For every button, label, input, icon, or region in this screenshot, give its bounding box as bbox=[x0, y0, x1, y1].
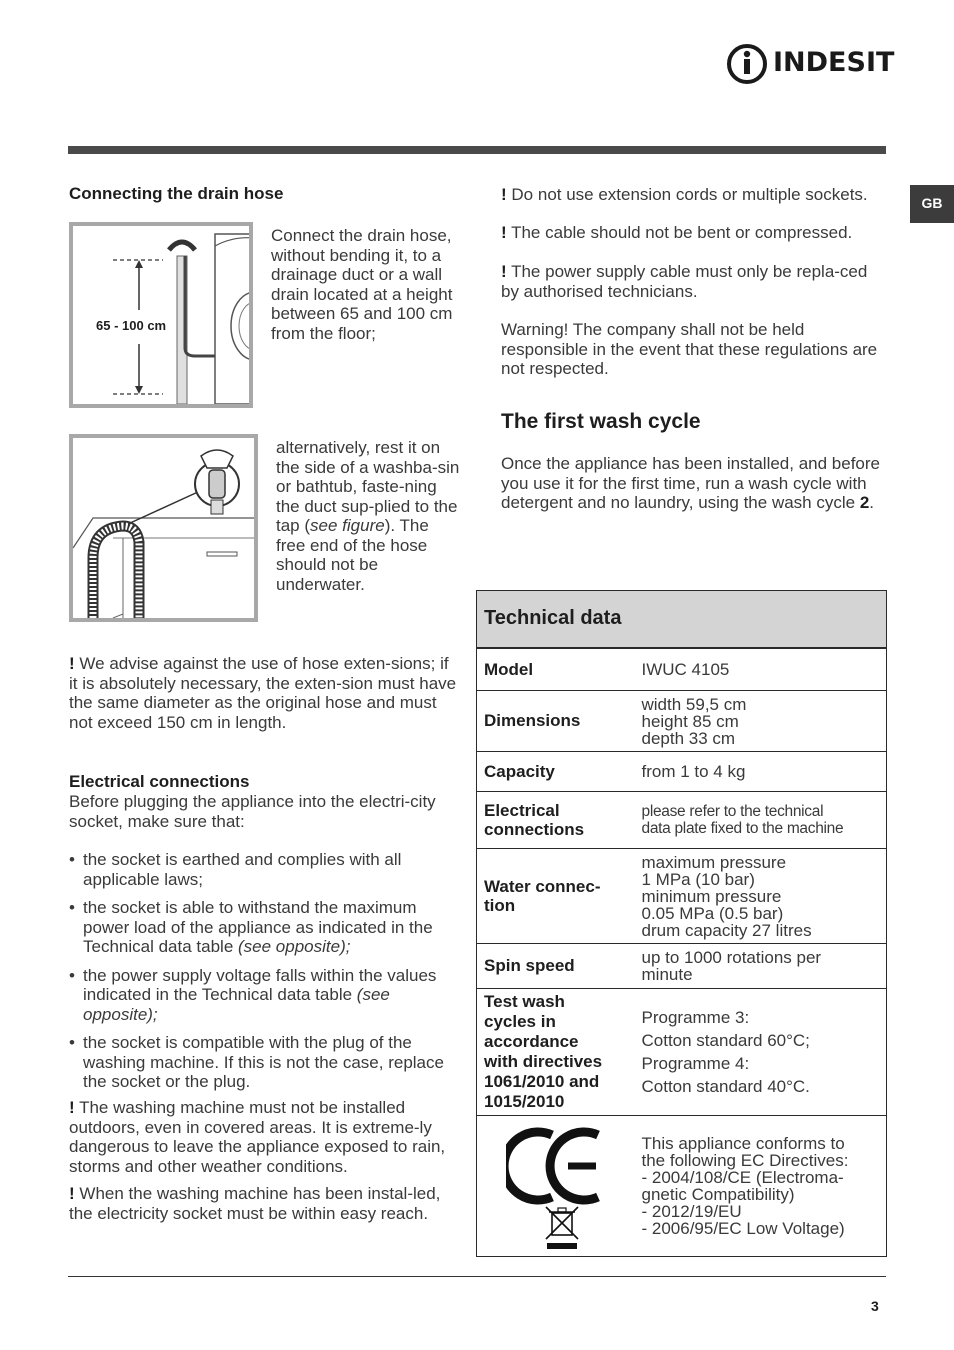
footer-rule bbox=[68, 1276, 886, 1277]
table-row: Dimensions width 59,5 cm height 85 cm depth 33 cm bbox=[477, 691, 887, 752]
technical-data-table bbox=[476, 590, 887, 1257]
table-row: Capacity from 1 to 4 kg bbox=[477, 752, 887, 792]
electrical-checklist bbox=[69, 850, 459, 1092]
electrical-connections-heading: Electrical connections bbox=[69, 772, 250, 791]
checklist-item: • the socket is earthed and complies with all applicable laws; bbox=[69, 850, 459, 889]
indesit-logo bbox=[725, 40, 895, 86]
table-row: This appliance conforms to the following EC Directives: - 2004/108/CE (Electroma- gnetic Compatibility) - 2012/19/EU - 2006/95/EC Low Voltage) bbox=[477, 1116, 887, 1257]
page-number: 3 bbox=[871, 1298, 879, 1314]
first-wash-heading: The first wash cycle bbox=[501, 410, 701, 433]
drain-hose-text: Connect the drain hose, without bending it, to a drainage duct or a wall drain located at a height between 65 and 100 cm from the floor; bbox=[271, 226, 453, 343]
washbasin-hose-figure bbox=[69, 434, 258, 622]
table-title: Technical data bbox=[477, 591, 887, 648]
drain-height-figure bbox=[69, 222, 253, 408]
table-row: Water connec- tion maximum pressure 1 MPa (10 bar) minimum pressure 0.05 MPa (0.5 bar) drum capacity 27 litres bbox=[477, 849, 887, 944]
hose-extension-warning: ! We advise against the use of hose exten-sions; if it is absolutely necessary, the exten-sion must have the same diameter as the original hose and must not exceed 150 cm in length. bbox=[69, 654, 457, 732]
company-warning: Warning! The company shall not be held responsible in the event that these regulations are not respected. bbox=[501, 320, 878, 378]
table-row: Electrical connections please refer to the technical data plate fixed to the machine bbox=[477, 792, 887, 849]
drain-hose-heading: Connecting the drain hose bbox=[69, 184, 284, 203]
height-range-label: 65 - 100 cm bbox=[96, 318, 167, 333]
outdoor-warning: ! The washing machine must not be installed outdoors, even in covered areas. It is extreme-ly dangerous to leave the appliance exposed to rain, storms and other weather conditions. bbox=[69, 1098, 446, 1176]
language-tab: GB bbox=[910, 185, 954, 223]
socket-reach-warning: ! When the washing machine has been instal-led, the electricity socket must be within easy reach. bbox=[69, 1184, 441, 1223]
extension-cord-warning: ! Do not use extension cords or multiple sockets. bbox=[501, 185, 868, 204]
cable-bend-warning: ! The cable should not be bent or compressed. bbox=[501, 223, 853, 242]
washbasin-text: alternatively, rest it on the side of a washba-sin or bathtub, faste-ning the duct sup-plied to the tap (see figure). The free end of the hose should not be underwater. bbox=[276, 438, 460, 594]
checklist-item: • the socket is compatible with the plug of the washing machine. If this is not the case, replace the socket or the plug. bbox=[69, 1033, 459, 1092]
logo-text: INDESIT bbox=[773, 47, 895, 78]
indesit-i-mark-icon bbox=[725, 42, 769, 86]
table-row: Spin speed up to 1000 rotations per minute bbox=[477, 944, 887, 989]
table-row: Model IWUC 4105 bbox=[477, 648, 887, 691]
checklist-item: • the socket is able to withstand the maximum power load of the appliance as indicated in the Technical data table (see opposite); bbox=[69, 898, 459, 957]
table-row: Test wash cycles in accordance with directives 1061/2010 and 1015/2010 Programme 3: Cotton standard 60°C; Programme 4: Cotton standard 40°C. bbox=[477, 989, 887, 1116]
weee-crossed-bin-icon bbox=[544, 1205, 580, 1251]
cable-replace-warning: ! The power supply cable must only be repla-ced by authorised technicians. bbox=[501, 262, 868, 301]
electrical-intro: Before plugging the appliance into the electri-city socket, make sure that: bbox=[69, 792, 436, 831]
first-wash-text: Once the appliance has been installed, and before you use it for the first time, run a wash cycle with detergent and no laundry, using the wash cycle 2. bbox=[501, 454, 880, 512]
checklist-item: • the power supply voltage falls within the values indicated in the Technical data table (see opposite); bbox=[69, 966, 459, 1025]
header-rule bbox=[68, 146, 886, 154]
